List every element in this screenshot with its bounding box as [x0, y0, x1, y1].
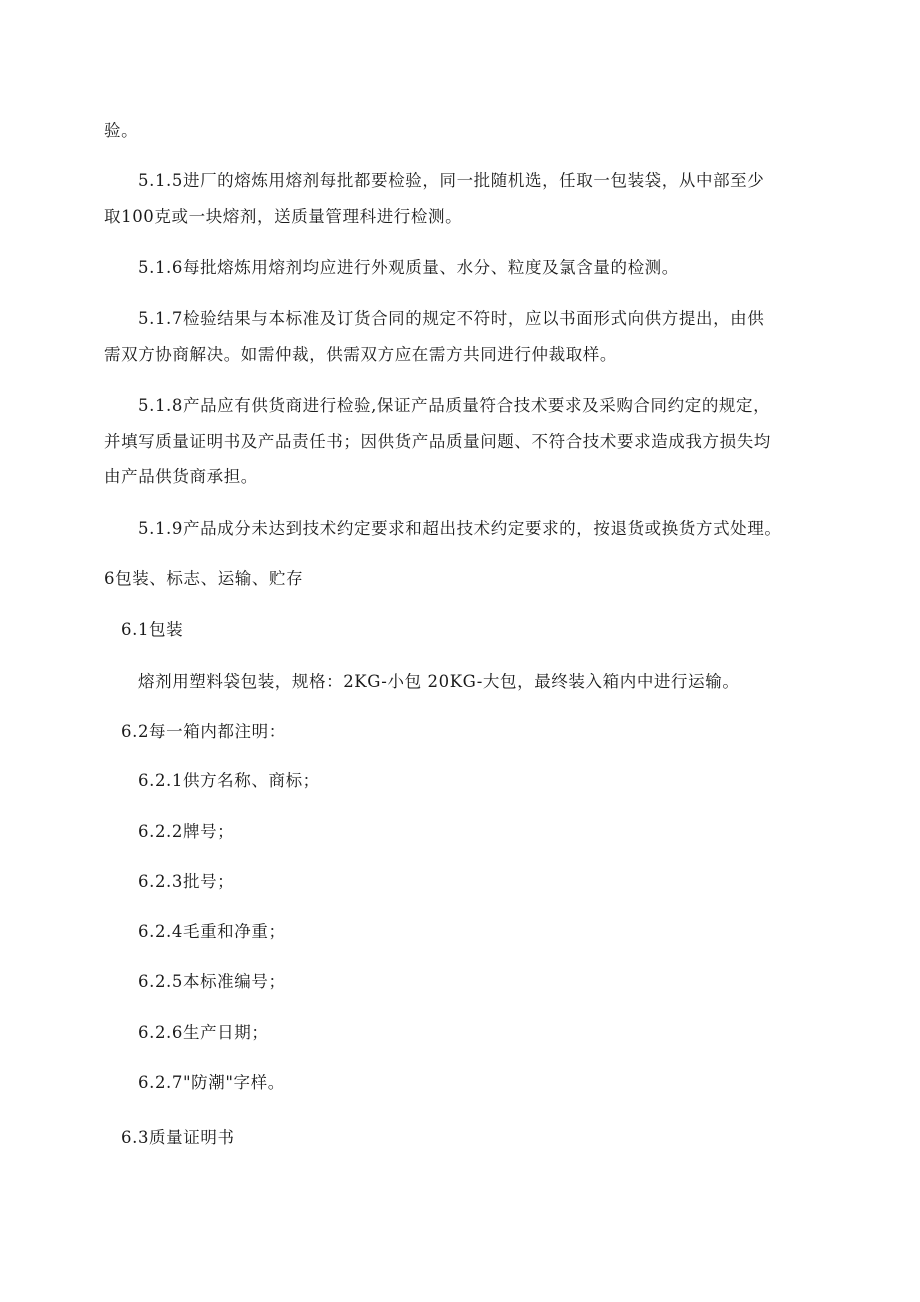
clause-5-1-8-line-2: 并填写质量证明书及产品责任书；因供货产品质量问题、不符合技术要求造成我方损失均 [104, 432, 771, 451]
clause-5-1-8-line-1: 5.1.8产品应有供货商进行检验,保证产品质量符合技术要求及采购合同约定的规定， [138, 396, 771, 415]
subsection-6-2: 6.2每一箱内都注明： [121, 722, 286, 741]
subsection-6-3: 6.3质量证明书 [121, 1128, 235, 1147]
clause-5-1-5-line-1: 5.1.5进厂的熔炼用熔剂每批都要检验，同一批随机选，任取一包装袋，从中部至少 [138, 171, 765, 190]
clause-5-1-5-line-2: 取100克或一块熔剂，送质量管理科进行检测。 [104, 207, 463, 226]
item-6-2-7: 6.2.7"防潮"字样。 [138, 1073, 285, 1092]
item-6-2-5: 6.2.5本标准编号； [138, 972, 286, 991]
item-6-2-2: 6.2.2牌号； [138, 822, 235, 841]
subsection-6-1: 6.1包装 [121, 620, 184, 639]
section-heading-6: 6包装、标志、运输、贮存 [104, 569, 304, 588]
clause-5-1-9: 5.1.9产品成分未达到技术约定要求和超出技术约定要求的，按退货或换货方式处理。 [138, 519, 782, 538]
clause-5-1-7-line-1: 5.1.7检验结果与本标准及订货合同的规定不符时，应以书面形式向供方提出，由供 [138, 309, 765, 328]
packaging-description: 熔剂用塑料袋包装，规格：2KG-小包 20KG-大包，最终装入箱内中进行运输。 [138, 672, 740, 691]
item-6-2-3: 6.2.3批号； [138, 872, 235, 891]
item-6-2-1: 6.2.1供方名称、商标； [138, 771, 320, 790]
clause-5-1-6: 5.1.6每批熔炼用熔剂均应进行外观质量、水分、粒度及氯含量的检测。 [138, 258, 679, 277]
clause-5-1-7-line-2: 需双方协商解决。如需仲裁，供需双方应在需方共同进行仲裁取样。 [104, 345, 617, 364]
item-6-2-4: 6.2.4毛重和净重； [138, 922, 286, 941]
text-line-1: 验。 [104, 121, 139, 140]
clause-5-1-8-line-3: 由产品供货商承担。 [104, 467, 258, 486]
item-6-2-6: 6.2.6生产日期； [138, 1023, 269, 1042]
